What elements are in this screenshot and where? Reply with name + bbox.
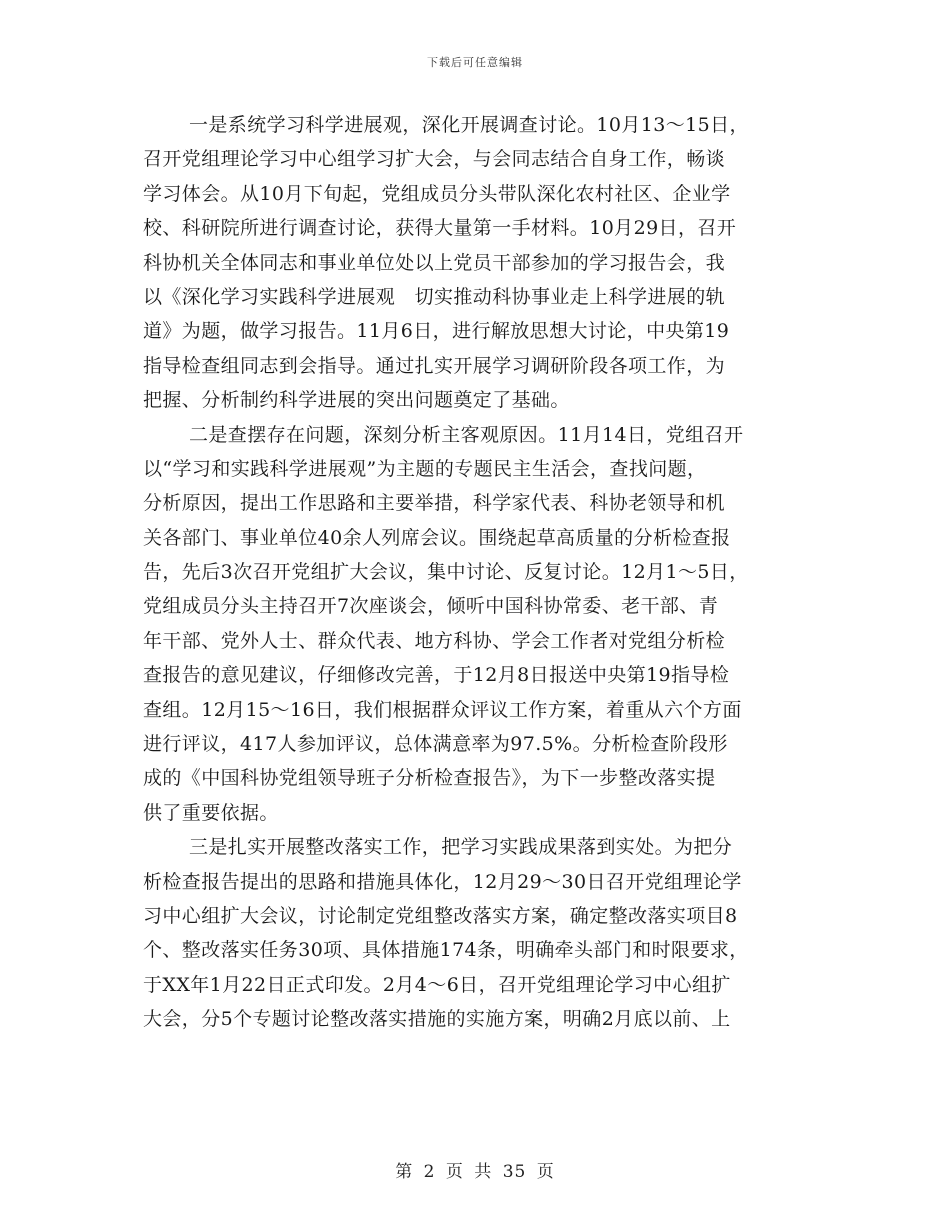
document-body bbox=[143, 108, 813, 1037]
page-header: 下载后可任意编辑 bbox=[427, 56, 523, 69]
text-line: 二是查摆存在问题，深刻分析主客观原因。11月14日，党组召开 bbox=[189, 423, 744, 446]
text-line: 于XX年1月22日正式印发。2月4～6日，召开党组理论学习中心组扩 bbox=[143, 973, 731, 996]
text-line: 党组成员分头主持召开7次座谈会，倾听中国科协常委、老干部、青 bbox=[143, 595, 719, 618]
page-number-footer: 第 2 页 共 35 页 bbox=[395, 1162, 555, 1182]
text-line: 召开党组理论学习中心组学习扩大会，与会同志结合自身工作，畅谈 bbox=[143, 148, 726, 171]
text-line: 个、整改落实任务30项、具体措施174条，明确牵头部门和时限要求， bbox=[143, 939, 749, 962]
text-line: 进行评议，417人参加评议，总体满意率为97.5%。分析检查阶段形 bbox=[143, 733, 728, 756]
text-line: 学习体会。从10月下旬起，党组成员分头带队深化农村社区、企业学 bbox=[143, 182, 731, 205]
text-line: 以“学习和实践科学进展观”为主题的专题民主生活会，查找问题， bbox=[143, 457, 707, 480]
text-line: 成的《中国科协党组领导班子分析检查报告》，为下一步整改落实提 bbox=[143, 767, 716, 790]
text-line: 指导检查组同志到会指导。通过扎实开展学习调研阶段各项工作，为 bbox=[143, 354, 726, 377]
text-line: 年干部、党外人士、群众代表、地方科协、学会工作者对党组分析检 bbox=[143, 629, 726, 652]
text-line: 以《深化学习实践科学进展观 切实推动科协事业走上科学进展的轨 bbox=[143, 285, 726, 308]
text-line: 析检查报告提出的思路和措施具体化，12月29～30日召开党组理论学 bbox=[143, 870, 742, 893]
text-line: 校、科研院所进行调查讨论，获得大量第一手材料。10月29日，召开 bbox=[143, 217, 737, 240]
text-line: 查组。12月15～16日，我们根据群众评议工作方案，着重从六个方面 bbox=[143, 698, 742, 721]
text-line: 大会，分5个专题讨论整改落实措施的实施方案，明确2月底以前、上 bbox=[143, 1008, 731, 1031]
text-line: 查报告的意见建议，仔细修改完善，于12月8日报送中央第19指导检 bbox=[143, 664, 730, 687]
text-line: 一是系统学习科学进展观，深化开展调查讨论。10月13～15日， bbox=[189, 114, 749, 136]
text-line: 把握、分析制约科学进展的突出问题奠定了基础。 bbox=[143, 389, 570, 412]
text-line: 供了重要依据。 bbox=[143, 801, 279, 824]
paragraph-1 bbox=[143, 108, 813, 418]
text-line: 道》为题，做学习报告。11月6日，进行解放思想大讨论，中央第19 bbox=[143, 320, 730, 343]
text-line: 告，先后3次召开党组扩大会议，集中讨论、反复讨论。12月1～5日， bbox=[143, 561, 749, 584]
text-line: 分析原因，提出工作思路和主要举措，科学家代表、科协老领导和机 bbox=[143, 492, 726, 515]
text-line: 习中心组扩大会议，讨论制定党组整改落实方案，确定整改落实项目8 bbox=[143, 904, 738, 927]
text-line: 关各部门、事业单位40余人列席会议。围绕起草高质量的分析检查报 bbox=[143, 526, 731, 549]
text-line: 科协机关全体同志和事业单位处以上党员干部参加的学习报告会，我 bbox=[143, 251, 726, 274]
paragraph-3 bbox=[143, 830, 813, 1036]
text-line: 三是扎实开展整改落实工作，把学习实践成果落到实处。为把分 bbox=[189, 836, 733, 859]
paragraph-2 bbox=[143, 418, 813, 831]
